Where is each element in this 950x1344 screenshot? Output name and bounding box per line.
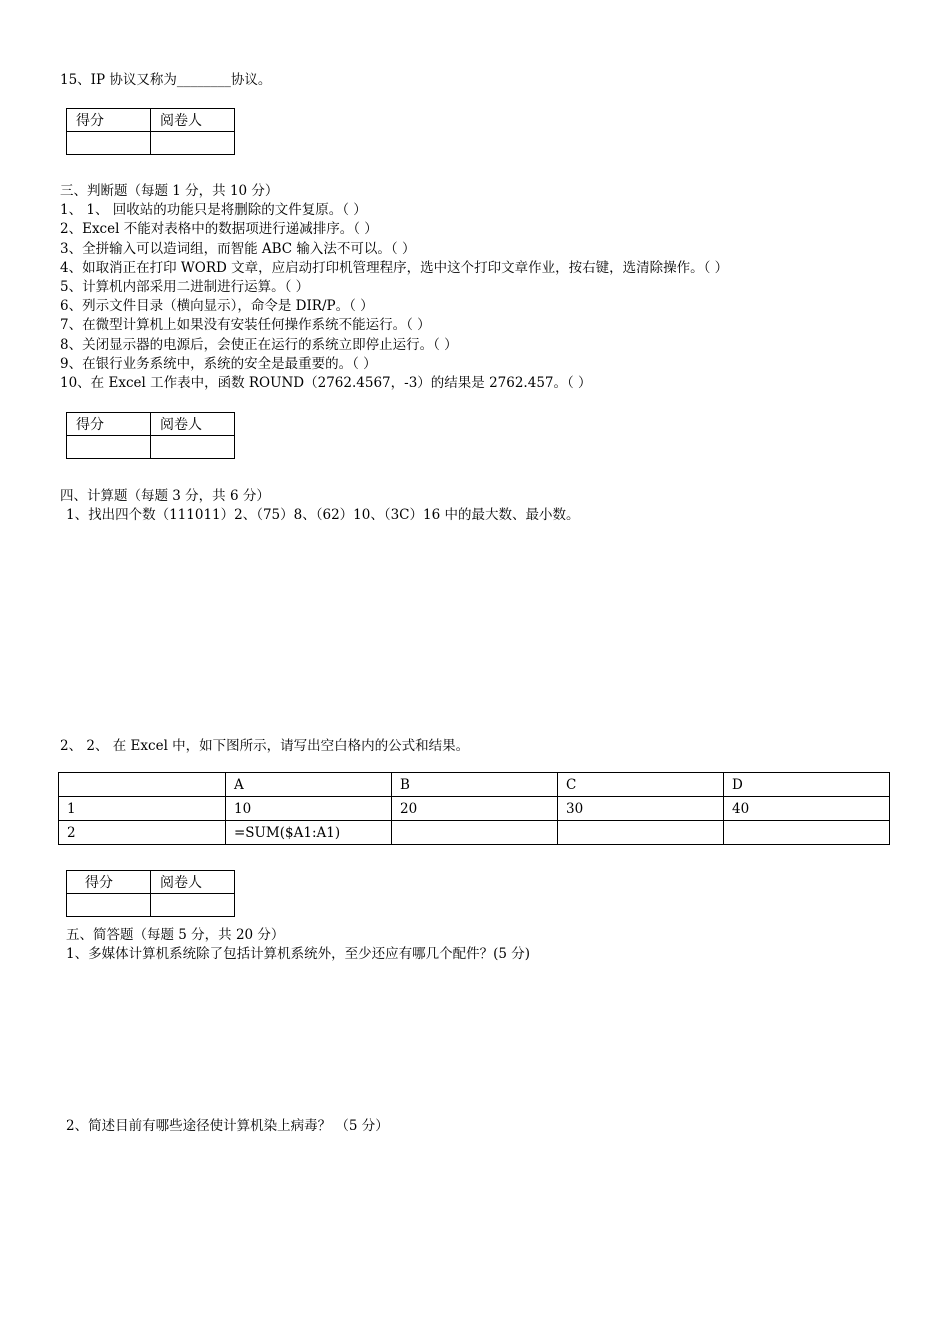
tf-item: 6、列示文件目录（横向显示），命令是 DIR/P。（ ）	[60, 298, 374, 314]
calc-question-2: 2、 2、 在 Excel 中，如下图所示，请写出空白格内的公式和结果。	[60, 738, 470, 754]
table-row	[59, 797, 890, 821]
score-label: 得分	[67, 109, 151, 132]
table-cell: 2	[59, 821, 226, 845]
score-cell	[67, 132, 151, 155]
short-question-1: 1、多媒体计算机系统除了包括计算机系统外，至少还应有哪几个配件？(5 分)	[66, 946, 531, 962]
grader-cell	[151, 894, 235, 917]
table-cell: 40	[724, 797, 890, 821]
excel-table	[58, 772, 890, 845]
grader-cell	[151, 132, 235, 155]
score-label: 得分	[67, 871, 151, 894]
table-row	[59, 773, 890, 797]
grader-label: 阅卷人	[151, 871, 235, 894]
tf-item: 1、 1、 回收站的功能只是将删除的文件复原。（ ）	[60, 202, 367, 218]
question-15: 15、IP 协议又称为________协议。	[60, 72, 272, 88]
table-cell: 20	[392, 797, 558, 821]
score-label: 得分	[67, 413, 151, 436]
tf-item: 5、计算机内部采用二进制进行运算。（ ）	[60, 279, 310, 295]
short-question-2: 2、简述目前有哪些途径使计算机染上病毒？ （5 分）	[66, 1118, 389, 1134]
tf-item: 7、在微型计算机上如果没有安装任何操作系统不能运行。（ ）	[60, 317, 431, 333]
table-cell: =SUM($A1:A1)	[226, 821, 392, 845]
table-row	[59, 821, 890, 845]
table-cell	[392, 821, 558, 845]
calc-question-1: 1、找出四个数（111011）2、（75）8、（62）10、（3C）16 中的最大数、最小数。	[66, 507, 580, 523]
table-cell: B	[392, 773, 558, 797]
section-5-heading: 五、简答题（每题 5 分，共 20 分）	[66, 927, 285, 943]
table-cell: D	[724, 773, 890, 797]
tf-item: 4、如取消正在打印 WORD 文章，应启动打印机管理程序，选中这个打印文章作业，按右键，选清除操作。（ ）	[60, 260, 729, 276]
table-cell: A	[226, 773, 392, 797]
section-3-heading: 三、判断题（每题 1 分，共 10 分）	[60, 183, 279, 199]
grader-label: 阅卷人	[151, 109, 235, 132]
grader-cell	[151, 436, 235, 459]
section-4-heading: 四、计算题（每题 3 分，共 6 分）	[60, 488, 270, 504]
tf-item: 9、在银行业务系统中，系统的安全是最重要的。（ ）	[60, 356, 377, 372]
tf-item: 8、关闭显示器的电源后，会使正在运行的系统立即停止运行。（ ）	[60, 337, 458, 353]
grader-label: 阅卷人	[151, 413, 235, 436]
tf-item: 10、在 Excel 工作表中，函数 ROUND（2762.4567，-3）的结果是 2762.457。（ ）	[60, 375, 592, 391]
score-cell	[67, 894, 151, 917]
tf-item: 2、Excel 不能对表格中的数据项进行递减排序。（ ）	[60, 221, 378, 237]
table-cell: C	[558, 773, 724, 797]
table-cell: 30	[558, 797, 724, 821]
table-cell: 1	[59, 797, 226, 821]
table-cell	[558, 821, 724, 845]
score-box-2	[66, 412, 235, 459]
score-box-3	[66, 870, 235, 917]
table-cell	[59, 773, 226, 797]
table-cell: 10	[226, 797, 392, 821]
tf-item: 3、全拼输入可以造词组，而智能 ABC 输入法不可以。（ ）	[60, 241, 416, 257]
score-box-1	[66, 108, 235, 155]
score-cell	[67, 436, 151, 459]
table-cell	[724, 821, 890, 845]
